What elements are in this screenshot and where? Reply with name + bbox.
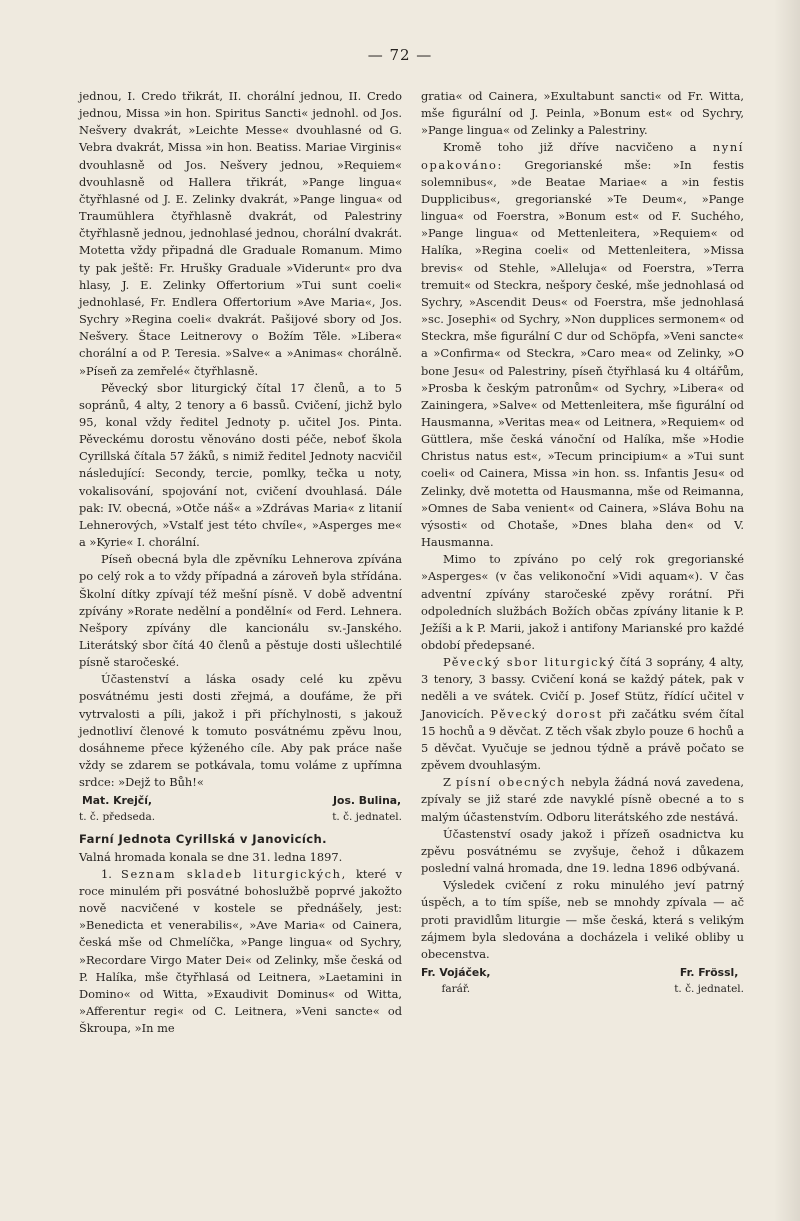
signature-chairman bbox=[79, 793, 155, 825]
signature-secretary bbox=[332, 793, 402, 825]
paragraph bbox=[421, 774, 744, 825]
signature-role: t. č. jednatel. bbox=[332, 811, 402, 824]
signature-name: Fr. Frössl, bbox=[679, 965, 739, 979]
paragraph-text: při začátku svém čítal 15 hochů a 9 děvčat. Z těch však zbylo pouze 6 hochů a 5 děvčat. Vyučuje se jednou týdně a právě počato se zpěvem dvouhlasým. bbox=[421, 706, 745, 773]
spaced-phrase: nyní opakováno: bbox=[421, 140, 744, 172]
spaced-phrase: písní obecných bbox=[456, 775, 567, 790]
paragraph-text: nebyla žádná nová zavedena, zpívaly se již staré zde navyklé písně obecné a to s malým účastenstvím. Odboru literátského zde nestává. bbox=[421, 775, 744, 824]
right-column bbox=[421, 88, 744, 1003]
paragraph: Pěvecký sbor liturgický čítal 17 členů, a to 5 sopránů, 4 alty, 2 tenory a 6 bassů. Cvičení, jichž bylo 95, konal vždy ředitel Jednoty p. učitel Jos. Pinta. Pěveckému dorostu věnováno dosti péče, neboť škola Cyrillská čítala 57 žáků, s nimiž ředitel Jednoty nacvičil následující: Secondy, tercie, pomlky, tečka u noty, vokalisování, spojování not, cvičení dvouhlasá. Dále pak: IV. obecná, »Otče náš« a »Zdrávas Maria« z litanií Lehnerových, »Vstalť jest této chvíle«, »Asperges me« a »Kyrie« I. chorální. bbox=[79, 380, 402, 550]
paragraph bbox=[421, 139, 744, 551]
paragraph-text: které v roce minulém při posvátné bohoslužbě poprvé jakožto nově nacvičené v kostele se přednášely, jest: »Benedicta et venerabilis«, »Ave Maria« od Cainera, česká mše od Chmelíčka, »Pange lingua« od Sychry, »Recordare Virgo Mater Dei« od Zelinky, mše česká od P. Halíka, mše čtyřhlasá od Leitnera, »Laetamini in Domino« od Witta, »Exaudivit Dominus« od Witta, »Afferentur regi« od C. Leitnera, »Veni sancte« od Škroupa, »In me bbox=[79, 866, 402, 1036]
page-number: — 72 — bbox=[367, 46, 433, 64]
paragraph bbox=[79, 866, 402, 1038]
paragraph-text: čítá 3 soprány, 4 alty, 3 tenory, 3 bassy. Cvičení koná se každý pátek, pak v neděli a ve svátek. Cvičí p. Josef Stütz, řídící učitel v Janovicích. bbox=[421, 655, 744, 721]
paragraph: gratia« od Cainera, »Exultabunt sancti« od Fr. Witta, mše figurální od J. Peinla, »Bonum est« od Sychry, »Pange lingua« od Zelinky a Palestriny. bbox=[421, 89, 744, 138]
paragraph bbox=[421, 654, 744, 774]
left-column bbox=[79, 88, 402, 1037]
signature-block bbox=[79, 793, 402, 825]
signature-role: t. č. předseda. bbox=[79, 811, 156, 824]
paragraph-text: Gregorianské mše: »In festis solemnibus«, »de Beatae Mariae« a »in festis Dupplicibus«, gregorianské »Te Deum«, »Pange lingua« od Foerstra, »Bonum est« od F. Suchého, »Pange lingua« od Mettenleitera, »Requiem« od Halíka, »Regina coeli« od Mettenleitera, »Missa brevis« od Stehle, »Alleluja« od Foerstra, »Terra tremuit« od Steckra, nešpory české, mše jednohlasá od Sychry, »Ascendit Deus« od Foerstra, mše jednohlasá »sc. Josephi« od Sychry, »Non dupplices sermonem« od Steckra, mše figurální C dur od Schöpfa, »Veni sancte« a »Confirma« od Steckra, »Caro mea« od Zelinky, »O bone Jesu« od Palestriny, píseň čtyřhlasá ku 4 oltářům, »Prosba k českým patronům« od Sychry, »Libera« od Zainingera, »Salve« od Mettenleitera, mše figurální od Hausmanna, »Veritas mea« od Leitnera, »Requiem« od Güttlera, mše česká vánoční od Halíka, mše »Hodie Christus natus est«, »Tecum principium« a »Tui sunt coeli« od Cainera, Missa »in hon. ss. Infantis Jesu« od Zelinky, dvě motetta od Hausmanna, mše od Reimanna, »Omnes de Saba venient« od Cainera, »Sláva Bohu na výsosti« od Chotaše, »Dnes blaha den« od V. Hausmanna. bbox=[421, 157, 744, 550]
signature-priest bbox=[421, 965, 491, 997]
spaced-phrase: Pěvecký sbor liturgický bbox=[443, 655, 616, 670]
paragraph: Účastenství a láska osady celé ku zpěvu posvátnému jesti dosti zřejmá, a doufáme, že při vytrvalosti a píli, jakož i při příchylnosti, s jakouž jednotliví členové k tomuto posvátnému zpěvu lnou, dosáhneme přece kýženého cíle. Aby pak práce naše vždy se zdarem se potkávala, tomu voláme z upřímna srdce: »Dejž to Bůh!« bbox=[79, 672, 402, 790]
signature-block bbox=[421, 965, 744, 997]
page-edge-shadow bbox=[774, 0, 800, 1221]
spaced-phrase: Seznam skladeb liturgických, bbox=[121, 866, 347, 881]
signature-role: farář. bbox=[441, 982, 471, 995]
paragraph-text: Kromě toho již dříve nacvičeno a bbox=[443, 140, 713, 155]
signature-role: t. č. jednatel. bbox=[674, 982, 744, 995]
signature-name: Jos. Bulina, bbox=[333, 794, 402, 808]
paragraph: Výsledek cvičení z roku minulého jeví patrný úspěch, a to tím spíše, neb se mnohdy zpívala — ač proti pravidlům liturgie — mše česká, která s velikým zájmem byla sledována a docházela i veliké obliby u obecenstva. bbox=[421, 878, 744, 961]
signature-name: Fr. Vojáček, bbox=[421, 965, 491, 979]
signature-name: Mat. Krejčí, bbox=[82, 794, 153, 808]
section-heading: Farní Jednota Cyrillská v Janovicích. bbox=[79, 832, 327, 847]
paragraph: Mimo to zpíváno po celý rok gregorianské »Asperges« (v čas velikonoční »Vidi aquam«). V čas adventní zpívány staročeské zpěvy rorátní. Při odpoledních službách Božích občas zpívány litanie k P. Ježíši a k P. Marii, jakož i antifony Marianské pro každé období předepsané. bbox=[421, 552, 744, 652]
section-subheading: Valná hromada konala se dne 31. ledna 1897. bbox=[79, 849, 343, 864]
paragraph: Účastenství osady jakož i přízeň osadnictva ku zpěvu posvátnému se zvyšuje, čehož i důkazem poslední valná hromada, dne 19. ledna 1896 odbývaná. bbox=[421, 826, 744, 876]
item-number: 1. bbox=[101, 866, 112, 881]
paragraph: Píseň obecná byla dle zpěvníku Lehnerova zpívána po celý rok a to vždy případná a zároveň byla střídána. Školní dítky zpívají též mešní písně. V době adventní zpívány »Rorate nedělní a pondělní« od Ferd. Lehnera. Nešpory zpívány dle kancionálu sv.-Janského. Literátský sbor čítá 40 členů a pěstuje dosti ušlechtilé písně staročeské. bbox=[79, 552, 402, 670]
paragraph: jednou, I. Credo třikrát, II. chorální jednou, II. Credo jednou, Missa »in hon. Spiritus Sancti« jednohl. od Jos. Nešvery dvakrát, »Leichte Messe« dvouhlasné od G. Vebra dvakrát, Missa »in hon. Beatiss. Mariae Virginis« dvouhlasně od Jos. Nešvery jednou, »Requiem« dvouhlasně od Hallera třikrát, »Pange lingua« čtyřhlasné od J. E. Zelinky dvakrát, »Pange lingua« od Traumühlera čtyřhlasně dvakrát, od Palestriny čtyřhlasně jednou, jednohlasé jednou, chorální dvakrát. Motetta vždy připadná dle Graduale Romanum. Mimo ty pak ještě: Fr. Hrušky Graduale »Viderunt« pro dva hlasy, J. E. Zelinky Offertorium »Tui sunt coeli« jednohlasé, Fr. Endlera Offertorium »Ave Maria«, Jos. Sychry »Regina coeli« dvakrát. Pašijové sbory od Jos. Nešvery. Štace Leitnerovy o Božím Těle. »Libera« chorální a od P. Teresia. »Salve« a »Animas« chorálně. »Píseň za zemřelé« čtyřhlasně. bbox=[79, 89, 402, 378]
signature-secretary bbox=[674, 965, 744, 997]
spaced-phrase: Pěvecký dorost bbox=[490, 706, 603, 721]
paragraph-text: Z bbox=[443, 775, 457, 790]
